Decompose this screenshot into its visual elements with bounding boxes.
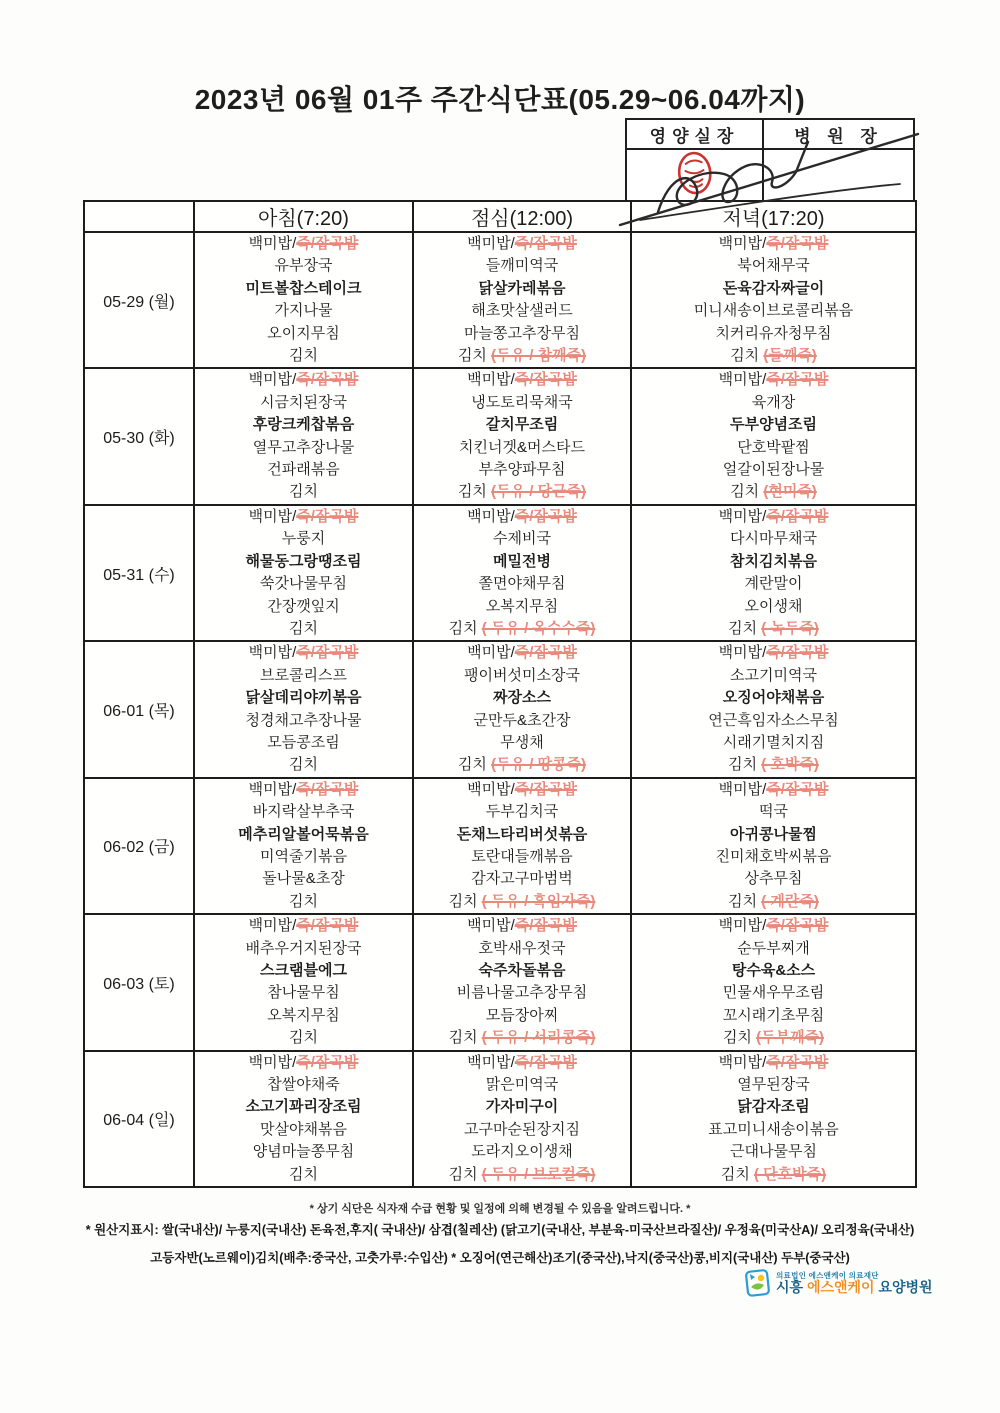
menu-item: 모듬콩조림: [267, 733, 340, 751]
menu-table-body: [84, 232, 916, 1187]
kimchi-porridge-note: ( 호박죽): [761, 756, 819, 774]
menu-item: 부추양파무침: [478, 461, 566, 479]
menu-item: 근대나물무침: [730, 1143, 817, 1161]
rice-struck-options: 죽/잡곡밥: [766, 780, 829, 798]
menu-item: 오이지무침: [267, 324, 340, 342]
kimchi-label: 김치: [730, 483, 760, 501]
kimchi-label: 김치: [457, 756, 487, 774]
red-seal-stamp-icon: [673, 148, 716, 203]
kimchi-porridge-note: (두유 / 당근죽): [491, 483, 587, 501]
meal-cell-lunch: [413, 641, 631, 777]
menu-item: 시금치된장국: [260, 393, 347, 411]
menu-row: [84, 914, 916, 1050]
rice-prefix: 백미밥/: [718, 371, 767, 389]
meal-cell-dinner: [631, 1051, 916, 1187]
menu-item: 다시마무채국: [730, 530, 817, 548]
kimchi-label: 김치: [289, 619, 318, 637]
kimchi-line: [632, 754, 915, 776]
kimchi-porridge-note: ( 두유 / 서리콩죽): [481, 1029, 596, 1047]
rice-struck-options: 죽/잡곡밥: [766, 235, 829, 252]
rice-line: [632, 233, 915, 255]
main-dish: 스크램블에그: [260, 962, 347, 979]
menu-item: 배추우거지된장국: [245, 939, 362, 957]
menu-item: 양념마늘쫑무침: [252, 1143, 355, 1161]
menu-item: 단호박팥찜: [737, 438, 810, 456]
kimchi-porridge-note: (들깨죽): [763, 347, 817, 365]
menu-item: 고구마순된장지짐: [464, 1120, 580, 1138]
main-dish: 가자미구이: [485, 1098, 559, 1116]
menu-item: 감자고구마범벅: [471, 870, 573, 888]
meal-cell-breakfast: [194, 641, 413, 777]
menu-item: 떡국: [759, 803, 788, 821]
kimchi-line: [414, 891, 630, 913]
meal-cell-breakfast: [194, 232, 413, 368]
date-cell: 06-03 (토): [84, 914, 194, 1050]
menu-item: 소고기미역국: [730, 666, 817, 684]
rice-struck-options: 죽/잡곡밥: [766, 1053, 829, 1071]
kimchi-porridge-note: ( 계란죽): [761, 892, 819, 910]
main-dish: 후랑크케찹볶음: [252, 416, 355, 434]
kimchi-line: [195, 1164, 412, 1186]
menu-item: 계란말이: [744, 575, 803, 593]
menu-item: 쑥갓나물무침: [260, 575, 347, 593]
menu-item: 브로콜리스프: [260, 666, 347, 684]
rice-prefix: 백미밥/: [467, 644, 515, 662]
meal-cell-dinner: [631, 914, 916, 1050]
rice-struck-options: 죽/잡곡밥: [514, 644, 577, 662]
menu-item: 열무고추장나물: [252, 438, 355, 456]
approval-label-nutrition: 영양실장: [626, 119, 763, 149]
kimchi-label: 김치: [289, 892, 318, 910]
menu-item: 북어채무국: [737, 257, 810, 275]
rice-struck-options: 죽/잡곡밥: [296, 917, 359, 935]
main-dish: 숙주차돌볶음: [478, 962, 566, 979]
kimchi-label: 김치: [448, 1165, 478, 1183]
menu-item: 미역줄기볶음: [260, 847, 347, 865]
kimchi-line: [414, 754, 630, 776]
approval-box: [625, 118, 915, 203]
kimchi-label: 김치: [457, 347, 487, 365]
meal-cell-breakfast: [194, 778, 413, 914]
menu-item: 가지나물: [274, 302, 333, 320]
rice-struck-options: 죽/잡곡밥: [766, 507, 829, 525]
rice-prefix: 백미밥/: [467, 917, 515, 935]
menu-item: 두부김치국: [485, 803, 559, 821]
hospital-foundation-label: 의료법인 에스앤케이 의료재단: [776, 1271, 879, 1281]
menu-item: 오복지무침: [267, 1006, 340, 1024]
menu-item: 바지락살부추국: [252, 803, 355, 821]
kimchi-porridge-note: (두유 / 땅콩죽): [491, 756, 587, 774]
meal-cell-lunch: [413, 232, 631, 368]
kimchi-line: [632, 1027, 915, 1049]
main-dish: 오징어야채볶음: [722, 689, 825, 707]
kimchi-line: [195, 481, 412, 503]
rice-line: [195, 1052, 412, 1074]
main-dish: 탕수육&소스: [731, 962, 816, 979]
rice-struck-options: 죽/잡곡밥: [766, 917, 829, 935]
meal-cell-breakfast: [194, 1051, 413, 1187]
main-dish: 메밀전병: [493, 552, 551, 570]
header-breakfast: 아침(7:20): [194, 201, 413, 232]
rice-prefix: 백미밥/: [718, 1053, 767, 1071]
meal-cell-dinner: [631, 505, 916, 641]
kimchi-label: 김치: [289, 756, 318, 774]
menu-item: 팽이버섯미소장국: [464, 666, 580, 684]
menu-item: 상추무침: [744, 870, 803, 888]
kimchi-label: 김치: [289, 347, 318, 365]
main-dish: 갈치무조림: [485, 416, 559, 434]
rice-line: [632, 506, 915, 528]
rice-prefix: 백미밥/: [718, 917, 767, 935]
main-dish: 소고기꽈리장조림: [245, 1098, 362, 1116]
menu-item: 진미채호박씨볶음: [715, 847, 832, 865]
meal-cell-lunch: [413, 778, 631, 914]
menu-row: [84, 1051, 916, 1187]
change-notice: * 상기 식단은 식자재 수급 현황 및 일정에 의해 변경될 수 있음을 알려드립니다. *: [309, 1203, 691, 1215]
menu-item: 찹쌀야채죽: [267, 1076, 340, 1094]
meal-cell-breakfast: [194, 914, 413, 1050]
rice-prefix: 백미밥/: [467, 1053, 515, 1071]
menu-item: 미니새송이브로콜리볶음: [693, 302, 854, 320]
kimchi-porridge-note: (두유 / 참깨죽): [491, 347, 587, 365]
rice-prefix: 백미밥/: [248, 507, 297, 525]
kimchi-label: 김치: [448, 619, 478, 637]
rice-line: [414, 779, 630, 801]
menu-item: 오복지무침: [485, 597, 559, 615]
menu-item: 치커리유자청무침: [715, 324, 832, 342]
menu-item: 모듬장아찌: [485, 1006, 559, 1024]
menu-item: 비름나물고추장무침: [456, 984, 588, 1002]
kimchi-label: 김치: [728, 756, 758, 774]
rice-line: [195, 506, 412, 528]
menu-item: 육개장: [751, 393, 796, 411]
main-dish: 메추리알볼어묵볶음: [238, 825, 369, 843]
hospital-name-label: 시흥 에스앤케이 요양병원: [776, 1279, 933, 1296]
menu-row: [84, 368, 916, 504]
menu-item: 치킨너겟&머스타드: [459, 438, 585, 456]
main-dish: 미트볼찹스테이크: [245, 279, 362, 297]
rice-struck-options: 죽/잡곡밥: [514, 507, 577, 525]
rice-prefix: 백미밥/: [467, 780, 515, 798]
date-cell: 06-02 (금): [84, 778, 194, 914]
rice-prefix: 백미밥/: [248, 780, 297, 798]
rice-struck-options: 죽/잡곡밥: [514, 235, 577, 252]
header-dinner: 저녁(17:20): [631, 201, 916, 232]
kimchi-line: [414, 618, 630, 640]
rice-struck-options: 죽/잡곡밥: [296, 1053, 359, 1071]
page-title: 2023년 06월 01주 주간식단표(05.29~06.04까지): [194, 84, 806, 115]
menu-item: 토란대들깨볶음: [471, 847, 573, 865]
director-signature-cell: [763, 149, 914, 202]
rice-line: [414, 642, 630, 664]
rice-prefix: 백미밥/: [718, 644, 767, 662]
rice-prefix: 백미밥/: [248, 371, 297, 389]
kimchi-line: [195, 891, 412, 913]
rice-line: [632, 642, 915, 664]
menu-item: 맛살야채볶음: [260, 1120, 347, 1138]
kimchi-label: 김치: [720, 1165, 750, 1183]
kimchi-label: 김치: [289, 483, 318, 501]
hospital-logo-icon: [745, 1267, 771, 1302]
meal-cell-lunch: [413, 1051, 631, 1187]
meal-cell-breakfast: [194, 505, 413, 641]
rice-prefix: 백미밥/: [248, 1053, 297, 1071]
rice-line: [195, 369, 412, 391]
date-cell: 06-01 (목): [84, 641, 194, 777]
hospital-logo-text: [776, 1272, 933, 1296]
kimchi-line: [195, 1027, 412, 1049]
menu-item: 순두부찌개: [737, 939, 810, 957]
main-dish: 짜장소스: [493, 689, 551, 707]
kimchi-porridge-note: ( 두유 / 브로컬죽): [481, 1165, 596, 1183]
menu-row: [84, 641, 916, 777]
rice-prefix: 백미밥/: [248, 235, 297, 252]
rice-line: [195, 779, 412, 801]
menu-item: 맑은미역국: [485, 1076, 559, 1094]
rice-line: [632, 369, 915, 391]
rice-prefix: 백미밥/: [718, 507, 767, 525]
menu-item: 청경채고추장나물: [245, 711, 362, 729]
kimchi-porridge-note: (현미죽): [763, 483, 817, 501]
menu-item: 들깨미역국: [485, 257, 559, 275]
menu-item: 군만두&초간장: [473, 711, 571, 729]
menu-header-row: [84, 201, 916, 232]
menu-item: 참나물무침: [267, 984, 340, 1002]
main-dish: 돈육감자짜글이: [722, 279, 825, 297]
kimchi-line: [195, 754, 412, 776]
rice-prefix: 백미밥/: [718, 780, 767, 798]
kimchi-label: 김치: [730, 347, 760, 365]
kimchi-label: 김치: [457, 483, 487, 501]
menu-item: 수제비국: [493, 530, 551, 548]
kimchi-line: [195, 618, 412, 640]
main-dish: 참치김치볶음: [730, 552, 817, 570]
menu-item: 누룽지: [281, 530, 326, 548]
menu-item: 표고미니새송이볶음: [708, 1120, 839, 1138]
kimchi-label: 김치: [448, 1029, 478, 1047]
rice-line: [195, 233, 412, 255]
menu-item: 민물새우무조림: [722, 984, 825, 1002]
origin-label-line1: * 원산지표시: 쌀(국내산)/ 누룽지(국내산) 돈육전,후지( 국내산)/ 삼겹(칠레산) (닭고기(국내산, 부분육-미국산브라질산)/ 우정육(미국산A)/ 오리정육(국내산): [85, 1223, 915, 1237]
meal-cell-breakfast: [194, 368, 413, 504]
rice-struck-options: 죽/잡곡밥: [514, 371, 577, 389]
main-dish: 닭살데리야끼볶음: [245, 689, 362, 707]
rice-prefix: 백미밥/: [248, 644, 297, 662]
rice-struck-options: 죽/잡곡밥: [514, 917, 577, 935]
menu-item: 냉도토리묵채국: [471, 393, 573, 411]
kimchi-line: [414, 1027, 630, 1049]
kimchi-porridge-note: ( 두유 / 옥수수죽): [481, 619, 596, 637]
menu-item: 얼갈이된장나물: [722, 461, 825, 479]
date-cell: 05-29 (월): [84, 232, 194, 368]
kimchi-porridge-note: ( 두유 / 흑임자죽): [481, 892, 596, 910]
approval-label-director: 병 원 장: [763, 119, 914, 149]
menu-row: [84, 232, 916, 368]
rice-struck-options: 죽/잡곡밥: [514, 1053, 577, 1071]
origin-label-line2: 고등자반(노르웨이)김치(배추:중국산, 고춧가루:수입산) * 오징어(연근해산)조기(중국산),낙지(중국산)콩,비지(국내산) 두부(중국산): [150, 1251, 850, 1265]
kimchi-porridge-note: ( 단호박죽): [754, 1165, 827, 1183]
rice-line: [414, 369, 630, 391]
rice-line: [195, 642, 412, 664]
meal-cell-dinner: [631, 641, 916, 777]
kimchi-line: [632, 618, 915, 640]
menu-item: 꼬시래기초무침: [722, 1006, 825, 1024]
kimchi-line: [414, 1164, 630, 1186]
kimchi-line: [414, 345, 630, 367]
rice-line: [632, 915, 915, 937]
kimchi-porridge-note: ( 녹두죽): [761, 619, 819, 637]
meal-cell-lunch: [413, 914, 631, 1050]
rice-struck-options: 죽/잡곡밥: [296, 235, 359, 252]
rice-prefix: 백미밥/: [248, 917, 297, 935]
hospital-logo: [745, 1264, 945, 1304]
meal-cell-dinner: [631, 778, 916, 914]
nutrition-stamp-cell: [626, 149, 763, 202]
kimchi-line: [632, 891, 915, 913]
date-cell: 05-30 (화): [84, 368, 194, 504]
rice-line: [414, 1052, 630, 1074]
rice-line: [414, 233, 630, 255]
meal-cell-dinner: [631, 368, 916, 504]
menu-item: 해초맛살샐러드: [471, 302, 573, 320]
meal-cell-dinner: [631, 232, 916, 368]
kimchi-line: [195, 345, 412, 367]
main-dish: 닭살카레볶음: [478, 279, 566, 297]
meal-cell-lunch: [413, 368, 631, 504]
kimchi-label: 김치: [448, 892, 478, 910]
rice-line: [632, 779, 915, 801]
rice-struck-options: 죽/잡곡밥: [296, 780, 359, 798]
weekly-menu-table: [83, 200, 917, 1188]
menu-item: 열무된장국: [737, 1076, 810, 1094]
main-dish: 두부양념조림: [730, 416, 817, 434]
kimchi-line: [632, 481, 915, 503]
date-cell: 06-04 (일): [84, 1051, 194, 1187]
menu-item: 돌나물&초장: [262, 870, 345, 888]
menu-item: 유부장국: [274, 257, 333, 275]
main-dish: 아귀콩나물찜: [730, 825, 817, 843]
menu-item: 오이생채: [744, 597, 803, 615]
rice-struck-options: 죽/잡곡밥: [514, 780, 577, 798]
menu-row: [84, 505, 916, 641]
rice-struck-options: 죽/잡곡밥: [296, 371, 359, 389]
header-empty-cell: [84, 201, 194, 232]
date-cell: 05-31 (수): [84, 505, 194, 641]
menu-item: 마늘쫑고추장무침: [464, 324, 580, 342]
menu-item: 호박새우젓국: [478, 939, 566, 957]
kimchi-line: [632, 1164, 915, 1186]
meal-cell-lunch: [413, 505, 631, 641]
rice-line: [414, 506, 630, 528]
rice-struck-options: 죽/잡곡밥: [296, 507, 359, 525]
kimchi-label: 김치: [728, 892, 758, 910]
kimchi-label: 김치: [289, 1029, 318, 1047]
rice-line: [414, 915, 630, 937]
kimchi-line: [632, 345, 915, 367]
menu-row: [84, 778, 916, 914]
main-dish: 닭감자조림: [737, 1098, 810, 1116]
rice-prefix: 백미밥/: [467, 507, 515, 525]
rice-struck-options: 죽/잡곡밥: [296, 644, 359, 662]
rice-prefix: 백미밥/: [467, 371, 515, 389]
main-dish: 해물동그랑땡조림: [245, 552, 362, 570]
menu-item: 쫄면야채무침: [478, 575, 566, 593]
menu-item: 시래기멸치지짐: [722, 733, 825, 751]
rice-struck-options: 죽/잡곡밥: [766, 644, 829, 662]
kimchi-line: [414, 481, 630, 503]
kimchi-porridge-note: (두부깨죽): [756, 1029, 825, 1047]
menu-item: 무생채: [500, 733, 544, 751]
kimchi-label: 김치: [289, 1165, 318, 1183]
menu-item: 건파래볶음: [267, 461, 340, 479]
rice-line: [195, 915, 412, 937]
menu-item: 연근흑임자소스무침: [708, 711, 839, 729]
menu-item: 도라지오이생채: [471, 1143, 573, 1161]
rice-prefix: 백미밥/: [718, 235, 767, 252]
header-lunch: 점심(12:00): [413, 201, 631, 232]
kimchi-label: 김치: [722, 1029, 752, 1047]
rice-line: [632, 1052, 915, 1074]
menu-item: 간장깻잎지: [267, 597, 340, 615]
kimchi-label: 김치: [728, 619, 758, 637]
rice-prefix: 백미밥/: [467, 235, 515, 252]
main-dish: 돈채느타리버섯볶음: [456, 825, 588, 843]
rice-struck-options: 죽/잡곡밥: [766, 371, 829, 389]
